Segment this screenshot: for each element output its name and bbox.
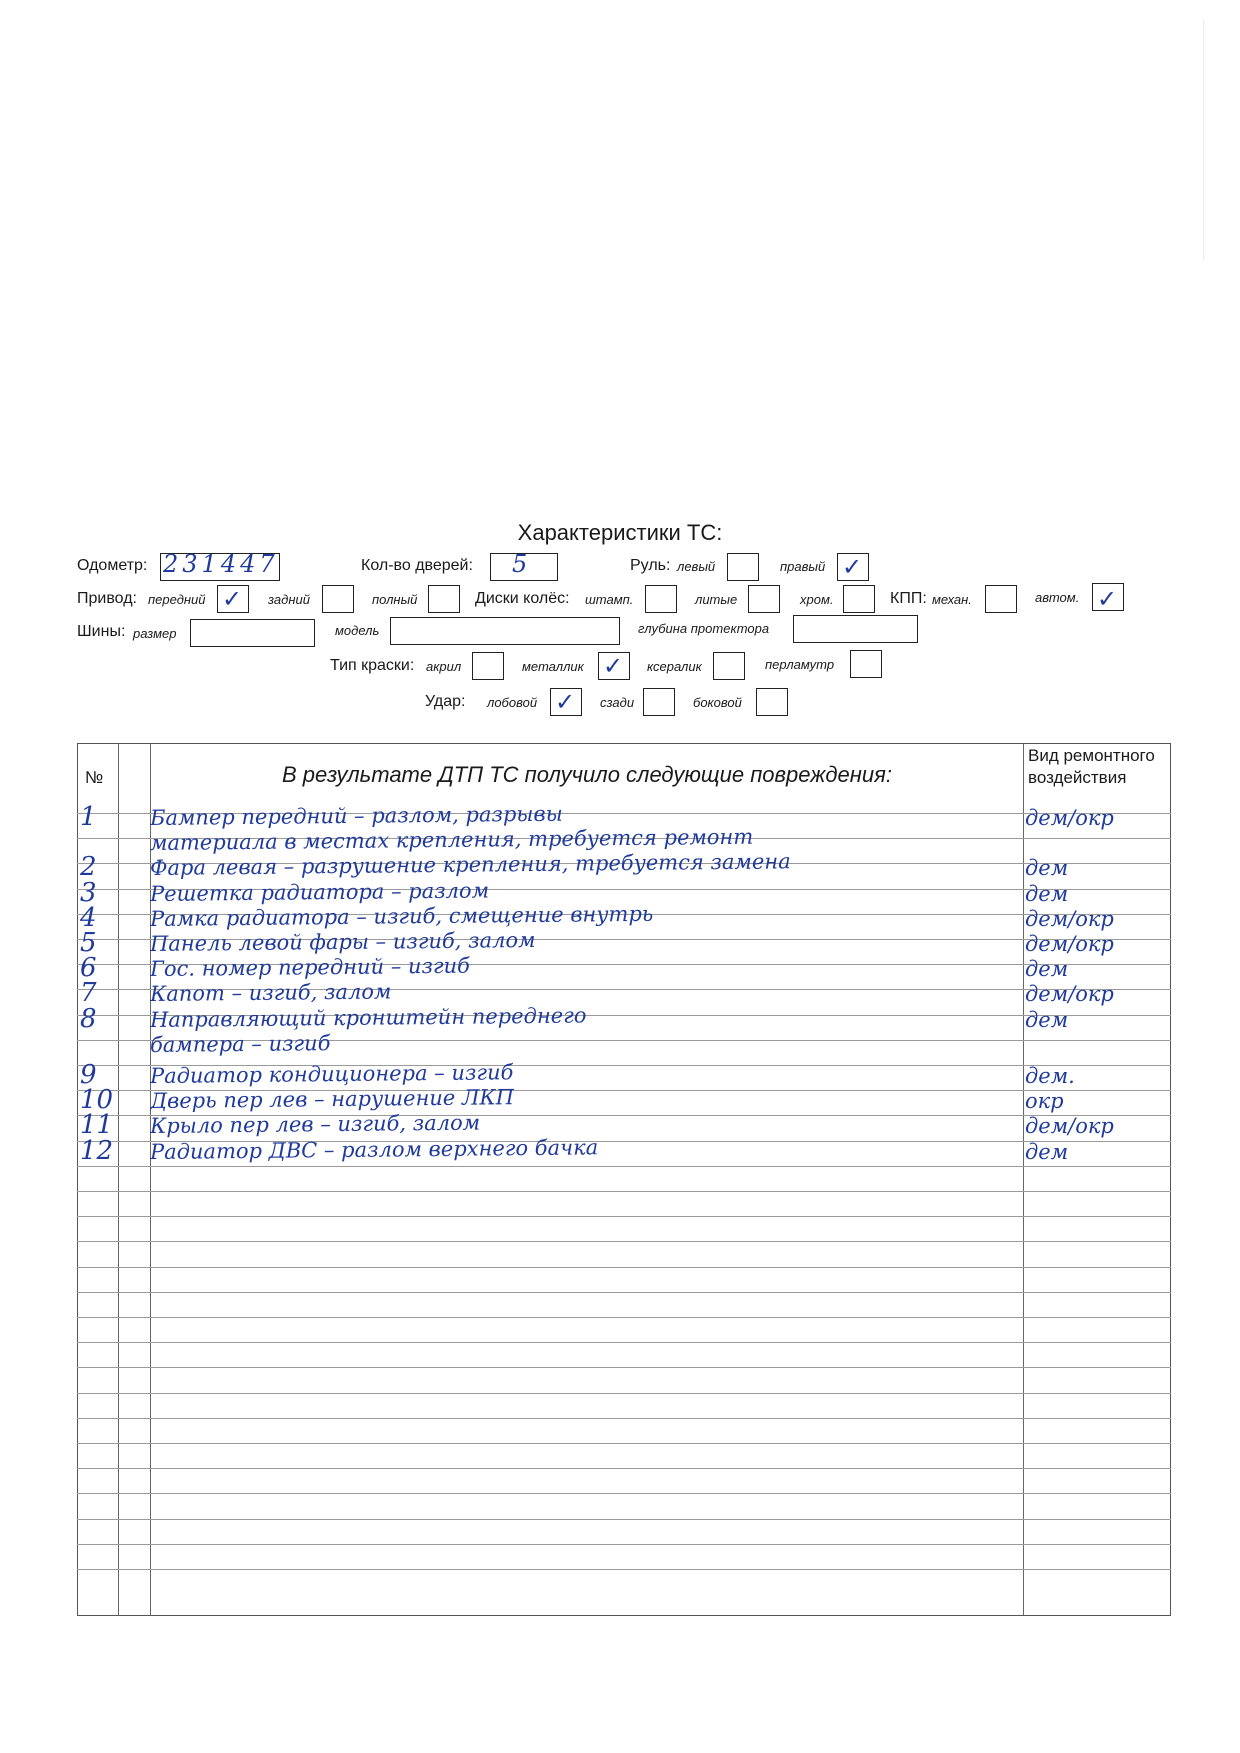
row-repair-type: дем [1025,1140,1069,1164]
wheels-stamped-label: штамп. [585,592,634,607]
row-repair-type: дем [1025,957,1069,981]
table-rule-line [77,1241,1171,1242]
steering-right-label: правый [780,559,826,574]
steering-left-checkbox[interactable] [727,553,759,581]
row-number: 12 [80,1136,114,1166]
table-num-divider [118,744,119,1615]
gearbox-manual-label: механ. [932,592,972,607]
impact-rear-checkbox[interactable] [643,688,675,716]
table-rule-line [77,1519,1171,1520]
row-damage-text: Капот – изгиб, залом [149,979,392,1006]
paint-acrylic-checkbox[interactable] [472,652,504,680]
row-damage-text: Дверь пер лев – нарушение ЛКП [149,1085,515,1113]
row-damage-text: Крыло пер лев – изгиб, залом [149,1110,481,1138]
row-number: 1 [80,802,97,832]
row-damage-text: Бампер передний – разлом, разрывы [149,801,563,830]
row-damage-text: Радиатор кондиционера – изгиб [149,1060,514,1088]
paint-metallic-check-icon: ✓ [603,652,624,680]
impact-front-label: лобовой [487,695,538,710]
table-rule-line [77,1342,1171,1343]
table-rule-line [77,1418,1171,1419]
row-damage-text: Панель левой фары – изгиб, залом [149,927,536,956]
table-rule-line [77,1468,1171,1469]
impact-side-checkbox[interactable] [756,688,788,716]
table-rule-line [77,1493,1171,1494]
drive-full-checkbox[interactable] [428,585,460,613]
paint-pearl-checkbox[interactable] [850,650,882,678]
row-repair-type: дем. [1025,1064,1075,1088]
row-repair-type: окр [1025,1089,1064,1113]
doors-value: 5 [512,550,528,578]
form-title: Характеристики ТС: [517,520,723,545]
gearbox-auto-label: автом. [1035,590,1080,605]
paint-metallic-label: металлик [522,659,584,674]
steering-right-check-icon: ✓ [842,553,863,581]
row-repair-type: дем/окр [1025,932,1114,956]
tires-size-field[interactable] [190,619,315,647]
tires-model-field[interactable] [390,617,620,645]
wheels-label: Диски колёс: [475,590,570,607]
tires-tread-label: глубина протектора [638,621,770,636]
impact-rear-label: сзади [600,695,635,710]
table-rule-line [77,1267,1171,1268]
wheels-alloy-checkbox[interactable] [748,585,780,613]
row-repair-type: дем/окр [1025,982,1114,1006]
impact-side-label: боковой [693,695,742,710]
row-number: 7 [80,978,97,1008]
gearbox-manual-checkbox[interactable] [985,585,1017,613]
tires-label: Шины: [77,623,126,640]
drive-label: Привод: [77,590,137,607]
wheels-stamped-checkbox[interactable] [645,585,677,613]
row-number: 9 [80,1060,97,1090]
drive-rear-label: задний [268,592,310,607]
row-repair-type: дем/окр [1025,907,1114,931]
table-main-header: В результате ДТП ТС получило следующие повреждения: [282,762,892,787]
paint-xyrallic-label: ксералик [647,659,702,674]
row-damage-text: Радиатор ДВС – разлом верхнего бачка [149,1135,599,1164]
row-number: 3 [80,878,97,908]
row-damage-text: Решетка радиатора – разлом [149,878,490,906]
odometer-label: Одометр: [77,557,148,574]
steering-label: Руль: [630,557,671,574]
impact-label: Удар: [425,693,466,710]
row-repair-type: дем/окр [1025,1114,1114,1138]
tires-model-label: модель [335,623,380,638]
table-rule-line [77,1216,1171,1217]
tires-size-label: размер [133,626,177,641]
table-rule-line [77,1367,1171,1368]
gearbox-label: КПП: [890,590,927,607]
drive-front-check-icon: ✓ [222,585,243,613]
row-damage-text: материала в местах крепления, требуется ремонт [149,824,754,855]
row-repair-type: дем [1025,882,1069,906]
row-damage-text: Гос. номер передний – изгиб [149,953,471,981]
paint-pearl-label: перламутр [765,657,835,672]
gearbox-auto-check-icon: ✓ [1097,585,1118,613]
table-rule-line [77,1292,1171,1293]
table-repair-header: Вид ремонтного воздействия [1028,746,1155,787]
paint-acrylic-label: акрил [426,659,462,674]
drive-front-label: передний [148,592,206,607]
row-repair-type: дем [1025,1008,1069,1032]
drive-rear-checkbox[interactable] [322,585,354,613]
row-repair-type: дем/окр [1025,806,1114,830]
impact-front-check-icon: ✓ [555,688,576,716]
paint-label: Тип краски: [330,657,415,674]
row-number: 11 [80,1110,114,1140]
row-number: 5 [80,928,97,958]
row-number: 8 [80,1004,97,1034]
table-rule-line [77,1166,1171,1167]
row-damage-text: Направляющий кронштейн переднего [149,1003,587,1032]
table-rule-line [77,1317,1171,1318]
table-rule-line [77,1569,1171,1570]
doors-label: Кол-во дверей: [361,557,473,574]
table-repair-divider [1023,744,1024,1615]
scan-edge-line [1203,20,1204,260]
wheels-chrome-label: хром. [800,592,834,607]
table-rule-line [77,1191,1171,1192]
wheels-alloy-label: литые [695,592,738,607]
steering-left-label: левый [677,559,716,574]
row-number: 4 [80,903,97,933]
drive-full-label: полный [372,592,418,607]
row-damage-text: Фара левая – разрушение крепления, требуется замена [149,849,791,880]
odometer-value: 231447 [163,550,279,578]
paint-xyrallic-checkbox[interactable] [713,652,745,680]
wheels-chrome-checkbox[interactable] [843,585,875,613]
table-rule-line [77,1443,1171,1444]
table-rule-line [77,1544,1171,1545]
row-number: 10 [80,1085,114,1115]
tires-tread-field[interactable] [793,615,918,643]
table-rule-line [77,1393,1171,1394]
table-num-header: № [85,768,104,787]
row-damage-text: Рамка радиатора – изгиб, смещение внутрь [149,901,654,931]
row-repair-type: дем [1025,856,1069,880]
row-number: 6 [80,953,97,983]
row-number: 2 [80,852,97,882]
row-damage-text: бампера – изгиб [149,1031,331,1057]
